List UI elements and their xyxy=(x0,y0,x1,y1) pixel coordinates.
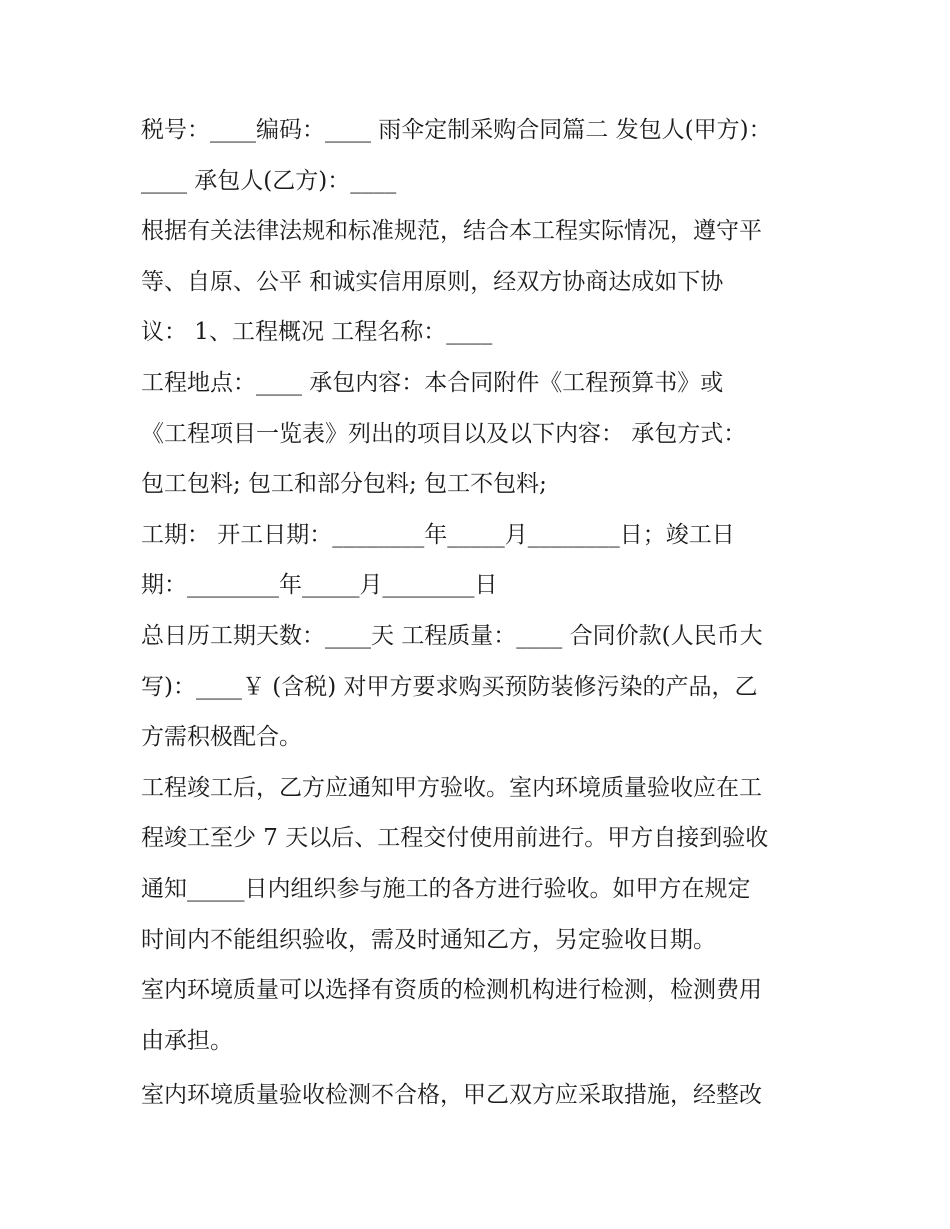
contract-body xyxy=(141,105,821,1121)
text-line: 由承担。 xyxy=(141,1027,233,1054)
text-line: 方需积极配合。 xyxy=(141,724,302,751)
text-line: 期：________年_____月________日 xyxy=(141,572,498,599)
text-line: 议： 1、工程概况 工程名称：____ xyxy=(141,319,493,346)
text-line: 根据有关法律法规和标准规范，结合本工程实际情况，遵守平 xyxy=(141,218,762,245)
text-line: 室内环境质量验收检测不合格，甲乙双方应采取措施，经整改 xyxy=(141,1082,762,1109)
text-line: 写)：____￥ (含税) 对甲方要求购买预防装修污染的产品，乙 xyxy=(141,673,758,700)
text-line: 室内环境质量可以选择有资质的检测机构进行检测，检测费用 xyxy=(141,977,762,1004)
text-line: 程竣工至少 7 天以后、工程交付使用前进行。甲方自接到验收 xyxy=(141,825,769,852)
text-line: 工程地点：____ 承包内容：本合同附件《工程预算书》或 xyxy=(141,369,724,396)
text-line: 时间内不能组织验收，需及时通知乙方，另定验收日期。 xyxy=(141,926,716,953)
text-line: ____ 承包人(乙方)：____ xyxy=(141,167,397,194)
text-line: 税号：____编码：____ 雨伞定制采购合同篇二 发包人(甲方)： xyxy=(141,117,772,143)
text-line: 工期： 开工日期：________年_____月________日；竣工日 xyxy=(141,521,735,548)
text-line: 等、自原、公平 和诚实信用原则，经双方协商达成如下协 xyxy=(141,268,724,295)
text-line: 总日历工期天数：____天 工程质量：____ 合同价款(人民币大 xyxy=(141,622,763,649)
text-line: 通知_____日内组织参与施工的各方进行验收。如甲方在规定 xyxy=(141,875,751,902)
text-line: 包工包料; 包工和部分包料; 包工不包料; xyxy=(141,471,547,498)
text-line: 《工程项目一览表》列出的项目以及以下内容： 承包方式： xyxy=(141,420,747,447)
text-line: 工程竣工后，乙方应通知甲方验收。室内环境质量验收应在工 xyxy=(141,774,762,801)
